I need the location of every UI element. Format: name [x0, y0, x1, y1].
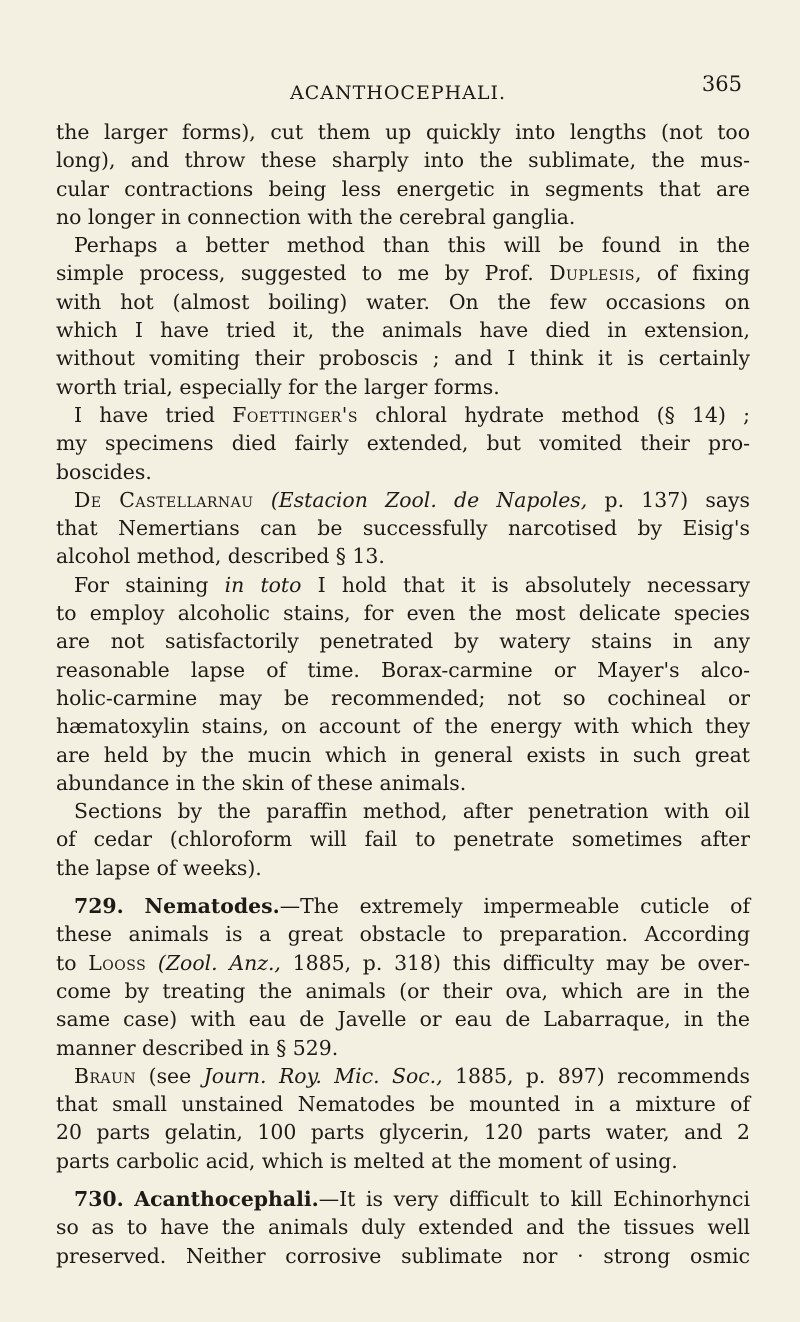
section-gap: [56, 882, 750, 892]
text-line: manner described in § 529.: [56, 1035, 339, 1060]
paragraph: [56, 231, 750, 401]
text-segment: , of fixing: [634, 261, 751, 286]
text-line: reasonable lapse of time. Borax-carmine or Mayer's alco-: [56, 657, 750, 682]
citation: Journ. Roy. Mic. Soc.,: [203, 1063, 443, 1088]
text-segment: I have tried: [74, 402, 215, 427]
text-segment: I hold that it is absolutely necessary: [317, 572, 751, 597]
text-segment: chloral hydrate method (§ 14) ;: [375, 402, 751, 427]
citation: (Zool. Anz.,: [157, 950, 281, 975]
running-title: ACANTHOCEPHALI.: [290, 82, 507, 104]
section-number: 729.: [74, 894, 124, 919]
page-number: 365: [701, 72, 742, 96]
text-line: holic-carmine may be recommended; not so cochineal or: [56, 685, 750, 710]
section-heading: Acanthocephali.: [134, 1186, 319, 1211]
text-line: that Nemertians can be successfully narcotised by Eisig's: [56, 516, 750, 541]
text-line: alcohol method, described § 13.: [56, 544, 385, 569]
text-line: [56, 1185, 750, 1213]
text-segment: simple process, suggested to me by Prof.: [56, 261, 534, 286]
text-segment: —It is very difficult to kill Echinorhynci: [318, 1186, 750, 1211]
text-line: are not satisfactorily penetrated by watery stains in any: [56, 629, 750, 654]
text-line: [56, 571, 750, 599]
paragraph: [56, 797, 750, 882]
text-line: which I have tried it, the animals have died in extension,: [56, 318, 750, 343]
text-line: Perhaps a better method than this will be found in the: [74, 233, 750, 258]
text-segment: p. 137) says: [604, 487, 751, 512]
citation: (Estacion Zool. de Napoles,: [270, 487, 588, 512]
text-line: same case) with eau de Javelle or eau de Labarraque, in the: [56, 1007, 750, 1032]
text-segment: to: [56, 950, 77, 975]
text-line: long), and throw these sharply into the sublimate, the mus-: [56, 148, 750, 173]
page-header: [0, 72, 800, 106]
section-729: [56, 892, 750, 1062]
author-name: Braun: [74, 1063, 137, 1088]
text-line: so as to have the animals duly extended and the tissues well: [56, 1215, 750, 1240]
author-name: Duplesis: [549, 261, 635, 286]
text-line: Sections by the paraffin method, after penetration with oil: [74, 799, 750, 824]
section-gap: [56, 1175, 750, 1185]
paragraph: [56, 1062, 750, 1175]
section-number: 730.: [74, 1186, 124, 1211]
section-heading: Nematodes.: [144, 894, 280, 919]
text-line: cular contractions being less energetic in segments that are: [56, 176, 750, 201]
paragraph: [56, 118, 750, 231]
emphasis: in toto: [224, 572, 302, 597]
text-line: [56, 1062, 750, 1090]
text-segment: 1885, p. 318) this difficulty may be over-: [292, 950, 750, 975]
text-line: that small unstained Nematodes be mounted in a mixture of: [56, 1092, 750, 1117]
author-name: De Castellarnau: [74, 487, 254, 512]
section-730: [56, 1185, 750, 1270]
text-line: without vomiting their proboscis ; and I think it is certainly: [56, 346, 750, 371]
text-line: the larger forms), cut them up quickly into lengths (not too: [56, 120, 750, 144]
text-line: are held by the mucin which in general exists in such great: [56, 742, 750, 767]
text-segment: —The extremely impermeable cuticle of: [279, 894, 750, 919]
text-line: [56, 401, 750, 429]
text-segment: For staining: [74, 572, 209, 597]
text-line: preserved. Neither corrosive sublimate nor · strong osmic: [56, 1243, 750, 1268]
text-line: the lapse of weeks).: [56, 855, 262, 880]
text-line: come by treating the animals (or their ova, which are in the: [56, 978, 750, 1003]
text-line: parts carbolic acid, which is melted at the moment of using.: [56, 1148, 678, 1173]
text-line: [56, 259, 750, 287]
text-line: with hot (almost boiling) water. On the few occasions on: [56, 289, 750, 314]
paragraph: [56, 571, 750, 797]
text-line: no longer in connection with the cerebral ganglia.: [56, 204, 576, 229]
text-line: these animals is a great obstacle to preparation. According: [56, 922, 750, 947]
text-line: hæmatoxylin stains, on account of the energy with which they: [56, 714, 750, 739]
text-line: abundance in the skin of these animals.: [56, 770, 467, 795]
text-line: worth trial, especially for the larger forms.: [56, 374, 500, 399]
paragraph: [56, 401, 750, 486]
text-segment: (see: [148, 1063, 192, 1088]
text-line: 20 parts gelatin, 100 parts glycerin, 120 parts water, and 2: [56, 1120, 750, 1145]
text-line: [56, 949, 750, 977]
text-line: of cedar (chloroform will fail to penetrate sometimes after: [56, 827, 750, 852]
author-name: Looss: [88, 950, 147, 975]
text-line: [56, 486, 750, 514]
body-text: [56, 118, 750, 1270]
text-line: my specimens died fairly extended, but vomited their pro-: [56, 431, 750, 456]
text-line: boscides.: [56, 459, 152, 484]
text-line: [56, 892, 750, 920]
author-name: Foettinger's: [232, 402, 358, 427]
text-segment: 1885, p. 897) recommends: [455, 1063, 750, 1088]
paragraph: [56, 486, 750, 571]
text-line: to employ alcoholic stains, for even the most delicate species: [56, 601, 750, 626]
